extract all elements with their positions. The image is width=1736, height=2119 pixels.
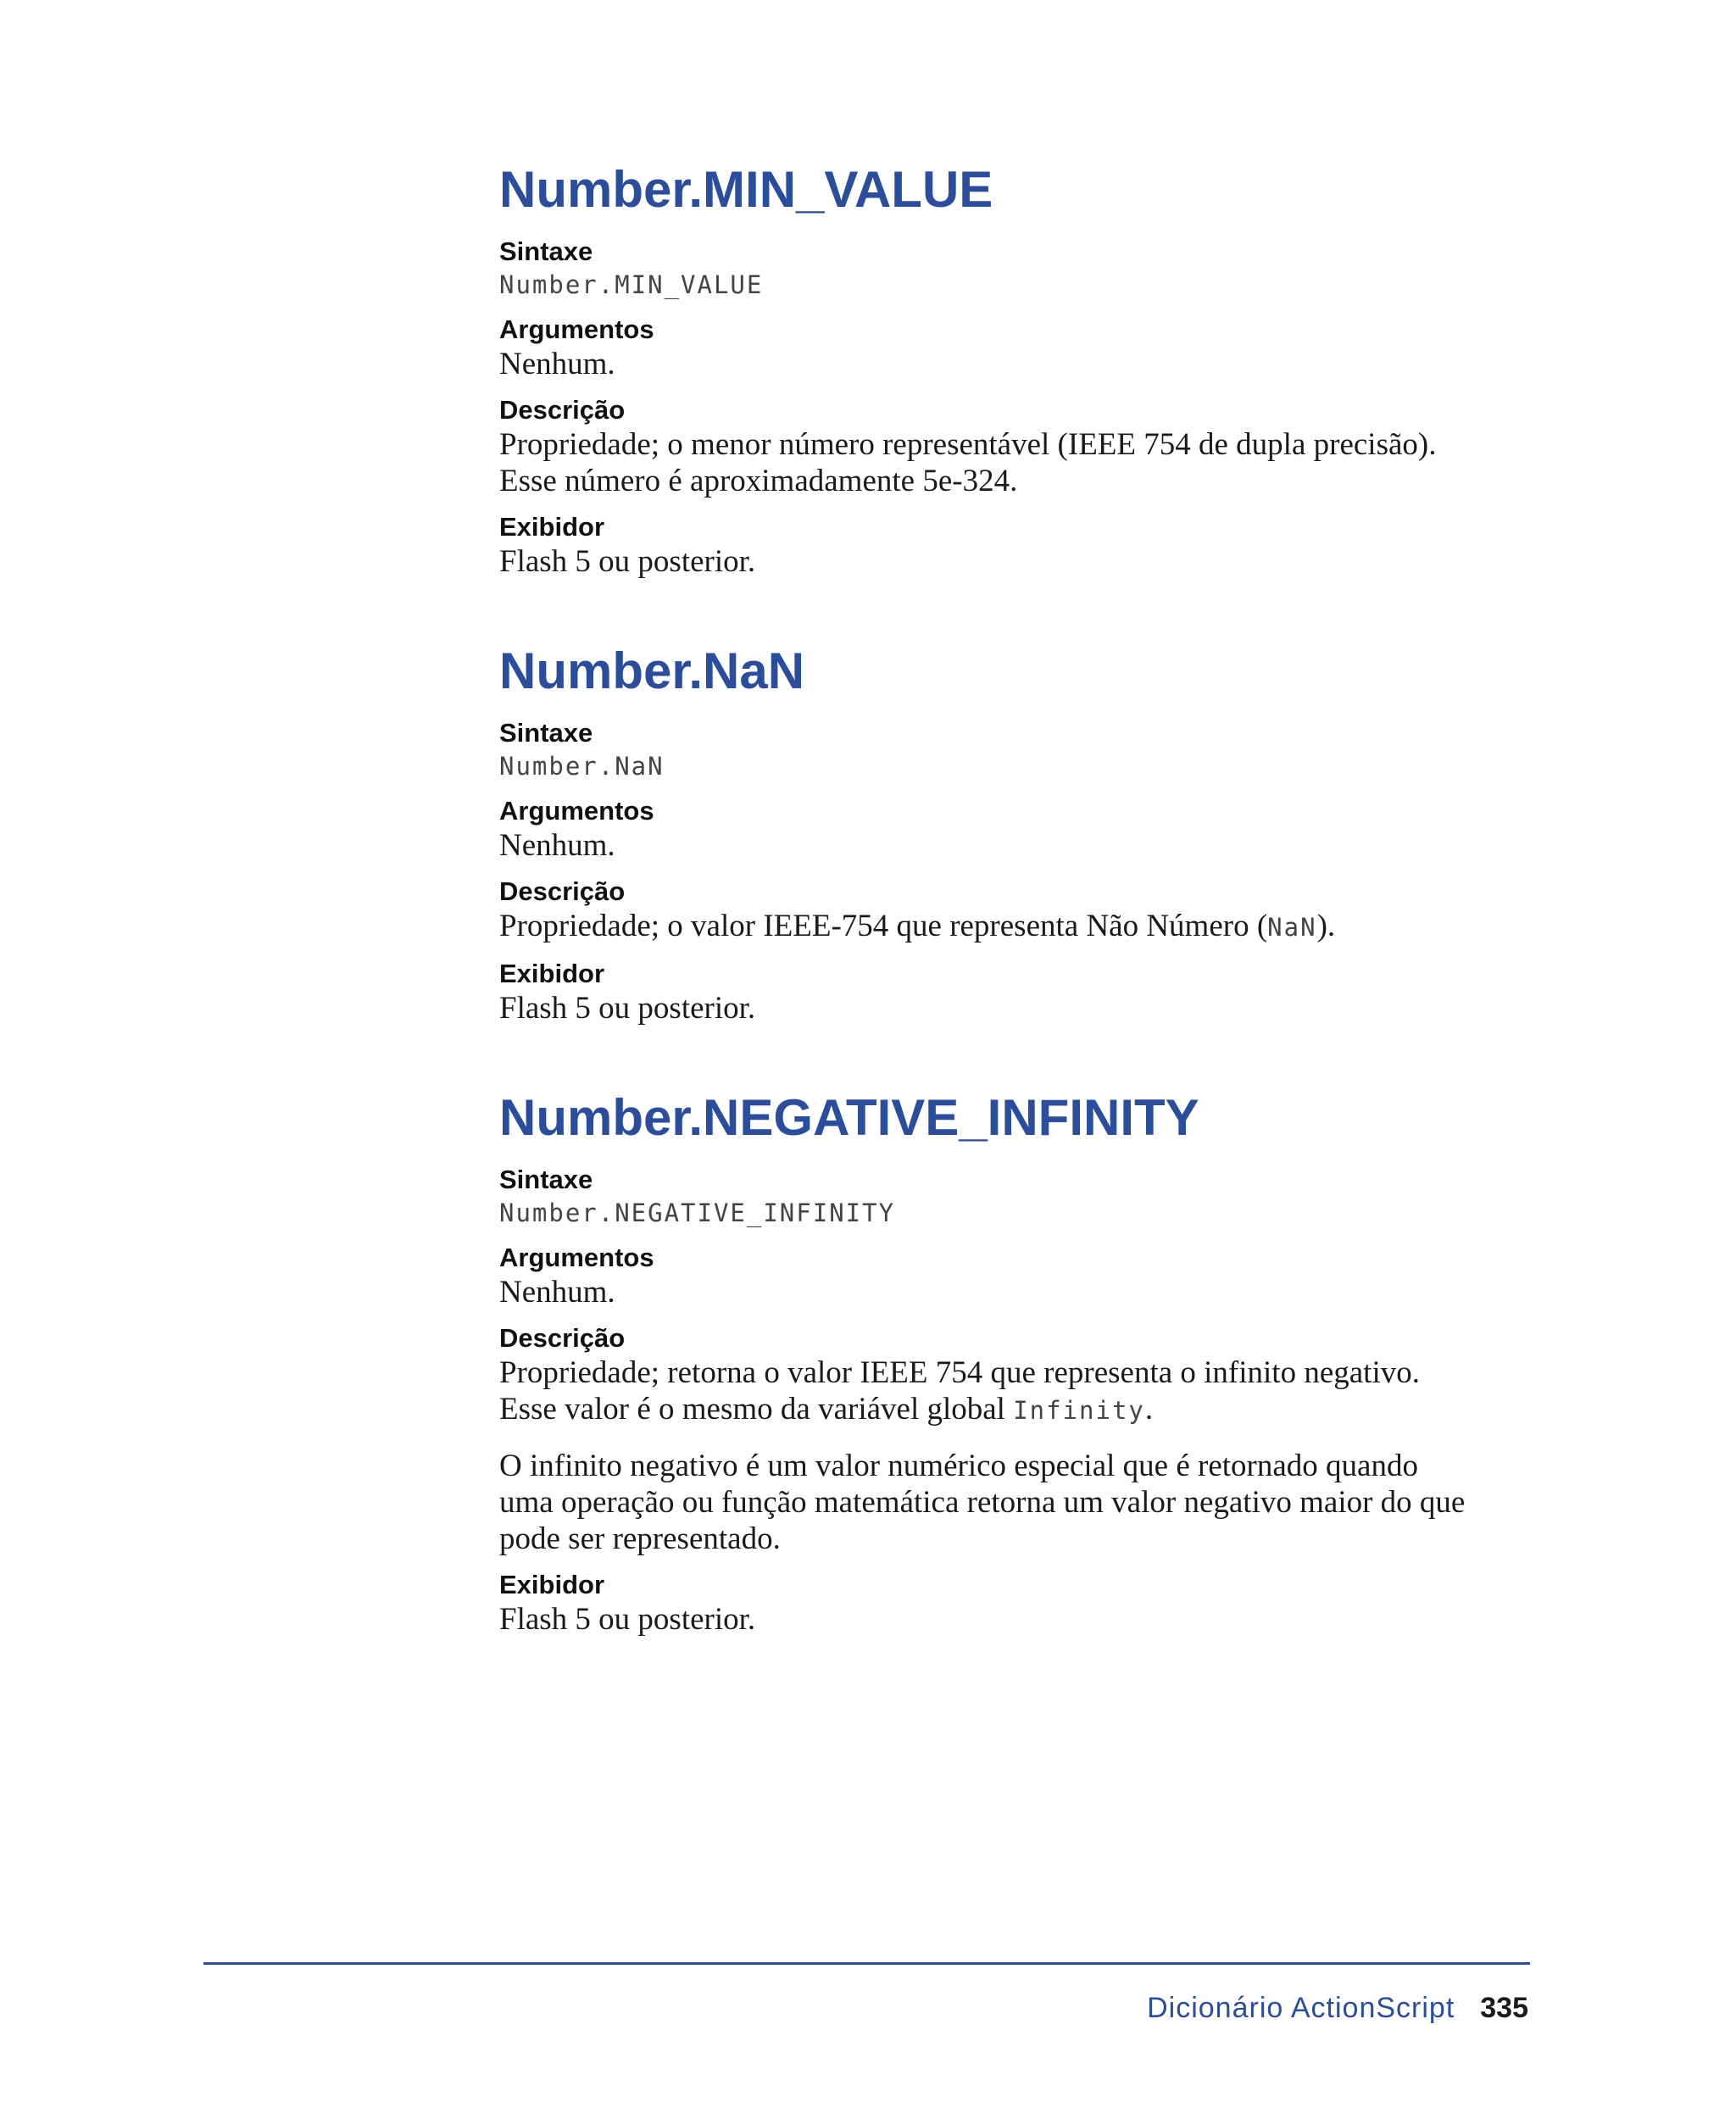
description-text-part: Propriedade; o valor IEEE-754 que representa Não Número (	[499, 909, 1268, 943]
syntax-code: Number.NEGATIVE_INFINITY	[499, 1199, 896, 1227]
description-label: Descrição	[499, 1323, 626, 1353]
entry-title: Number.MIN_VALUE	[499, 161, 993, 218]
player-section	[499, 958, 1542, 1026]
syntax-code: Number.MIN_VALUE	[499, 270, 764, 299]
arguments-section	[499, 314, 1542, 382]
player-text: Flash 5 ou posterior.	[499, 1602, 756, 1637]
syntax-section	[499, 236, 1542, 302]
footer-title: Dicionário ActionScript	[1147, 1992, 1455, 2024]
description-label: Descrição	[499, 395, 626, 425]
paragraph-line: O infinito negativo é um valor numérico especial que é retornado quando	[499, 1449, 1418, 1483]
syntax-label: Sintaxe	[499, 718, 593, 748]
arguments-text: Nenhum.	[499, 347, 615, 381]
player-label: Exibidor	[499, 512, 605, 542]
arguments-text: Nenhum.	[499, 1275, 615, 1310]
description-paragraph	[499, 1448, 1542, 1557]
entry-min-value	[499, 159, 1542, 580]
arguments-section	[499, 795, 1542, 864]
syntax-section	[499, 1164, 1542, 1230]
page-content	[499, 159, 1542, 1638]
description-text-part: Esse valor é o mesmo da variável global	[499, 1392, 1014, 1427]
entry-negative-infinity	[499, 1087, 1542, 1638]
description-line: Propriedade; o menor número representável (IEEE 754 de dupla precisão).	[499, 427, 1437, 462]
description-section	[499, 1322, 1542, 1557]
syntax-section	[499, 717, 1542, 783]
player-text: Flash 5 ou posterior.	[499, 991, 756, 1026]
page-number: 335	[1480, 1992, 1528, 2024]
player-label: Exibidor	[499, 1570, 605, 1599]
footer-divider	[203, 1962, 1530, 1965]
inline-code: Infinity	[1013, 1396, 1145, 1425]
page-footer	[1147, 1992, 1528, 2025]
syntax-label: Sintaxe	[499, 1165, 593, 1194]
description-text-part: .	[1144, 1392, 1154, 1427]
player-text: Flash 5 ou posterior.	[499, 544, 756, 579]
arguments-label: Argumentos	[499, 796, 654, 826]
arguments-section	[499, 1242, 1542, 1310]
paragraph-line: uma operação ou função matemática retorna um valor negativo maior do que	[499, 1485, 1466, 1520]
syntax-label: Sintaxe	[499, 236, 593, 266]
description-label: Descrição	[499, 876, 626, 906]
arguments-label: Argumentos	[499, 1243, 654, 1272]
entry-nan	[499, 641, 1542, 1026]
player-section	[499, 511, 1542, 580]
description-text	[499, 426, 1542, 499]
paragraph-line: pode ser representado.	[499, 1521, 781, 1556]
arguments-label: Argumentos	[499, 314, 654, 344]
description-text	[499, 908, 1542, 946]
player-label: Exibidor	[499, 959, 605, 988]
inline-code: NaN	[1267, 913, 1317, 942]
entry-title: Number.NEGATIVE_INFINITY	[499, 1089, 1199, 1146]
entry-title: Number.NaN	[499, 642, 805, 699]
description-section	[499, 394, 1542, 499]
player-section	[499, 1569, 1542, 1638]
syntax-code: Number.NaN	[499, 752, 665, 781]
description-text	[499, 1354, 1542, 1429]
description-line: Propriedade; retorna o valor IEEE 754 que representa o infinito negativo.	[499, 1355, 1420, 1390]
arguments-text: Nenhum.	[499, 828, 615, 863]
description-line: Esse número é aproximadamente 5e-324.	[499, 464, 1018, 498]
description-text-part: ).	[1316, 909, 1336, 943]
description-section	[499, 876, 1542, 946]
